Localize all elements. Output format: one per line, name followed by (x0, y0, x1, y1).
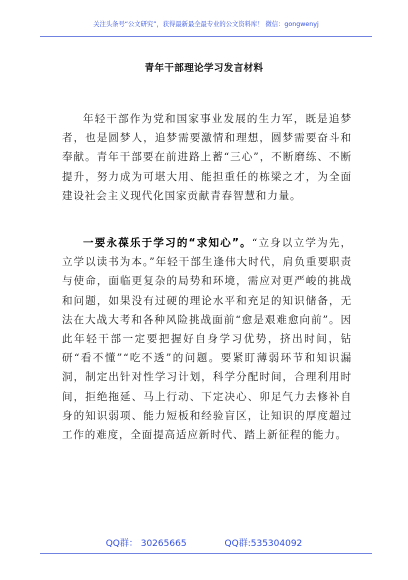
paragraph-2-lead: 一要永葆乐于学习的“求知心”。 (83, 237, 252, 249)
paragraph-1 (62, 110, 352, 206)
paragraph-2-text (62, 234, 352, 445)
footer-contact (0, 536, 408, 549)
paragraph-2-body: “立身以立学为先，立学以读书为本。”年轻干部生逢伟大时代，肩负重要职责与使命，面临更复杂的局势和环境，需应对更严峻的挑战和问题，如果没有过硬的理论水平和充足的知识储备，无法在大战大考和各种风险挑战面前“愈是艰难愈向前”。因此年轻干部一定要把握好自身学习优势，挤出时间，钻研“看不懂”“吃不透”的问题。要紧盯薄弱环节和知识漏洞，制定出针对性学习计划，科学分配时间，合理利用时间，拒绝拖延、马上行动、下定决心、卯足气力去修补自身的知识弱项、能力短板和经验盲区，让知识的厚度超过工作的难度，全面提高适应新时代、踏上新征程的能力。 (62, 237, 352, 442)
qq-group-2: QQ群:535304092 (224, 539, 303, 549)
footer-divider (40, 553, 372, 554)
header-divider (40, 36, 372, 37)
paragraph-2 (62, 234, 352, 445)
document-title: 青年干部理论学习发言材料 (144, 63, 264, 74)
header-banner: 关注头条号“公文研究”，获得最新最全最专业的公文资料库！ 微信：gongwenyj (93, 21, 319, 28)
qq-group-1: QQ群： 30265665 (105, 539, 187, 549)
paragraph-1-text: 年轻干部作为党和国家事业发展的生力军，既是追梦者，也是圆梦人，追梦需要激情和理想，圆梦需要奋斗和奉献。青年干部要在前进路上蓄“三心”，不断磨练、不断提升，努力成为可堪大用、能担重任的栋梁之才，为全面建设社会主义现代化国家贡献青春智慧和力量。 (62, 113, 352, 202)
